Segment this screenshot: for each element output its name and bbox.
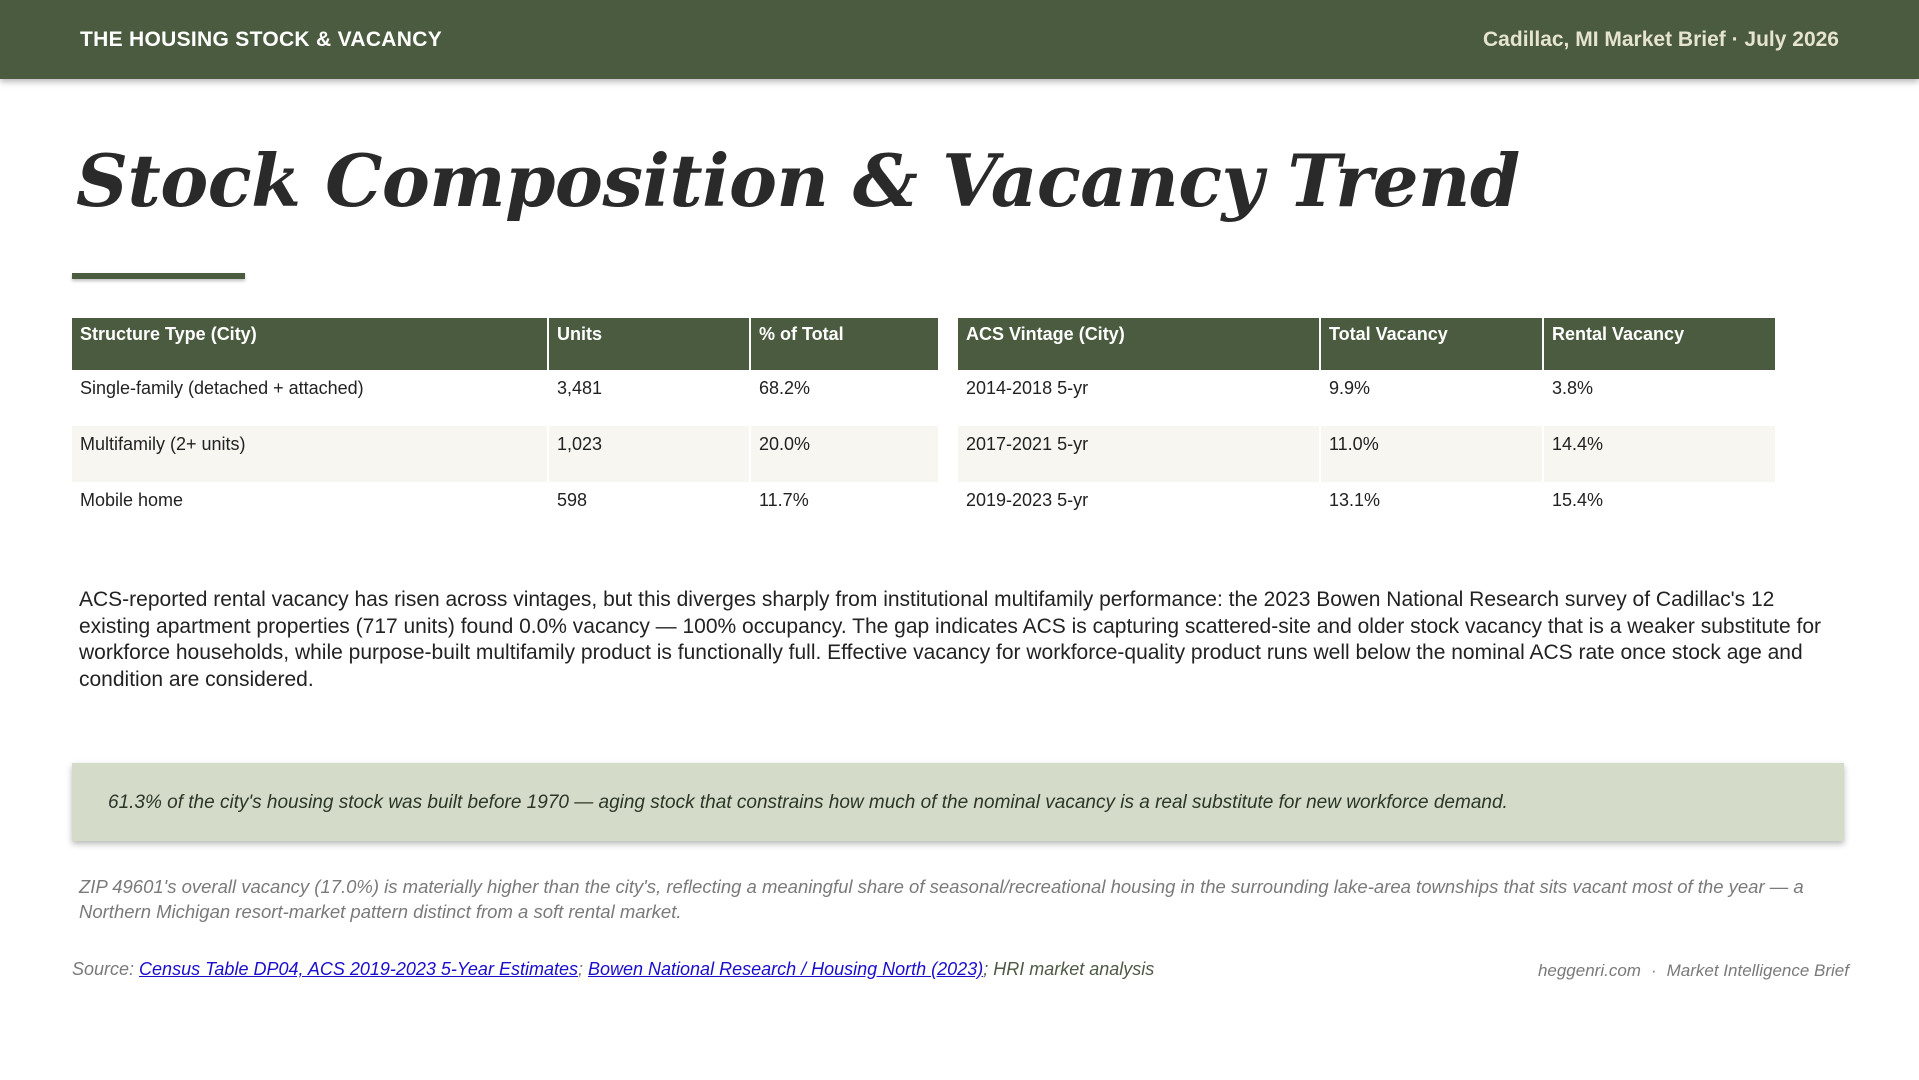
- table-cell: 598: [548, 482, 750, 538]
- body-paragraph: ACS-reported rental vacancy has risen across vintages, but this diverges sharply from institutional multifamily performance: the 2023 Bowen National Research survey of Cadillac's 12 existing apartment properties (717 units) found 0.0% vacancy — 100% occupancy. The gap indicates ACS is capturing scattered-site and older stock vacancy that is a weaker substitute for workforce households, while purpose-built multifamily product is functionally full. Effective vacancy for workforce-quality product runs well below the nominal ACS rate once stock age and condition are considered.: [79, 588, 1821, 691]
- footer-separator: ·: [1650, 961, 1657, 980]
- table-cell: 14.4%: [1543, 426, 1775, 482]
- table-row: [72, 426, 938, 482]
- table-row: [958, 370, 1775, 426]
- table-cell: 11.7%: [759, 490, 809, 510]
- header-bar: [0, 0, 1919, 79]
- table-cell: 3,481: [548, 370, 750, 426]
- page-title: Stock Composition & Vacancy Trend: [76, 138, 1520, 223]
- table-cell: 2017-2021 5-yr: [958, 426, 1320, 482]
- section-label: THE HOUSING STOCK & VACANCY: [80, 27, 443, 51]
- table-cell: Multifamily (2+ units): [72, 426, 548, 482]
- source-citation: [72, 959, 1154, 980]
- table-header-row: [72, 318, 938, 370]
- title-underline: [72, 273, 245, 279]
- stock-composition-table: [72, 318, 938, 538]
- key-stat-callout: 61.3% of the city's housing stock was built before 1970 — aging stock that constrains how much of the nominal vacancy is a real substitute for new workforce demand.: [72, 763, 1844, 841]
- bowen-source-link[interactable]: Bowen National Research / Housing North (2023): [587, 959, 984, 979]
- source-separator: ;: [577, 959, 588, 979]
- table-cell: 1,023: [548, 426, 750, 482]
- table-row: [72, 482, 938, 538]
- column-header: % of Total: [750, 318, 938, 370]
- table-row: [958, 482, 1775, 538]
- footer-branding: [1538, 961, 1849, 981]
- table-cell: 11.0%: [1320, 426, 1543, 482]
- footer-label: Market Intelligence Brief: [1666, 961, 1849, 980]
- column-header: Total Vacancy: [1320, 318, 1543, 370]
- table-cell: 2019-2023 5-yr: [958, 482, 1320, 538]
- table-cell: 2014-2018 5-yr: [958, 370, 1320, 426]
- column-header: Rental Vacancy: [1543, 318, 1775, 370]
- table-cell: 20.0%: [750, 426, 938, 482]
- zip-vacancy-note: ZIP 49601's overall vacancy (17.0%) is materially higher than the city's, reflecting a meaningful share of seasonal/recreational housing in the surrounding lake-area townships that sits vacant most of the year — a Northern Michigan resort-market pattern distinct from a soft rental market.: [79, 876, 1804, 922]
- column-header: Structure Type (City): [72, 318, 548, 370]
- table-header-row: [958, 318, 1775, 370]
- table-row: [72, 370, 938, 426]
- table-cell: 9.9%: [1320, 370, 1543, 426]
- source-prefix: Source:: [72, 959, 140, 979]
- census-source-link[interactable]: Census Table DP04, ACS 2019-2023 5-Year Estimates: [139, 959, 578, 979]
- table-cell: Single-family (detached + attached): [72, 370, 548, 426]
- column-header: ACS Vintage (City): [958, 318, 1320, 370]
- table-cell: 13.1%: [1320, 482, 1543, 538]
- column-header: Units: [548, 318, 750, 370]
- footer-site: heggenri.com: [1537, 961, 1641, 980]
- table-cell: 3.8%: [1552, 378, 1594, 398]
- table-row: [958, 426, 1775, 482]
- brief-label: Cadillac, MI Market Brief · July 2026: [1483, 27, 1839, 51]
- vacancy-trend-table: [958, 318, 1775, 538]
- table-cell: Mobile home: [72, 482, 548, 538]
- table-cell: 15.4%: [1552, 490, 1604, 510]
- table-cell: 68.2%: [759, 378, 811, 398]
- source-tail: ; HRI market analysis: [983, 959, 1155, 979]
